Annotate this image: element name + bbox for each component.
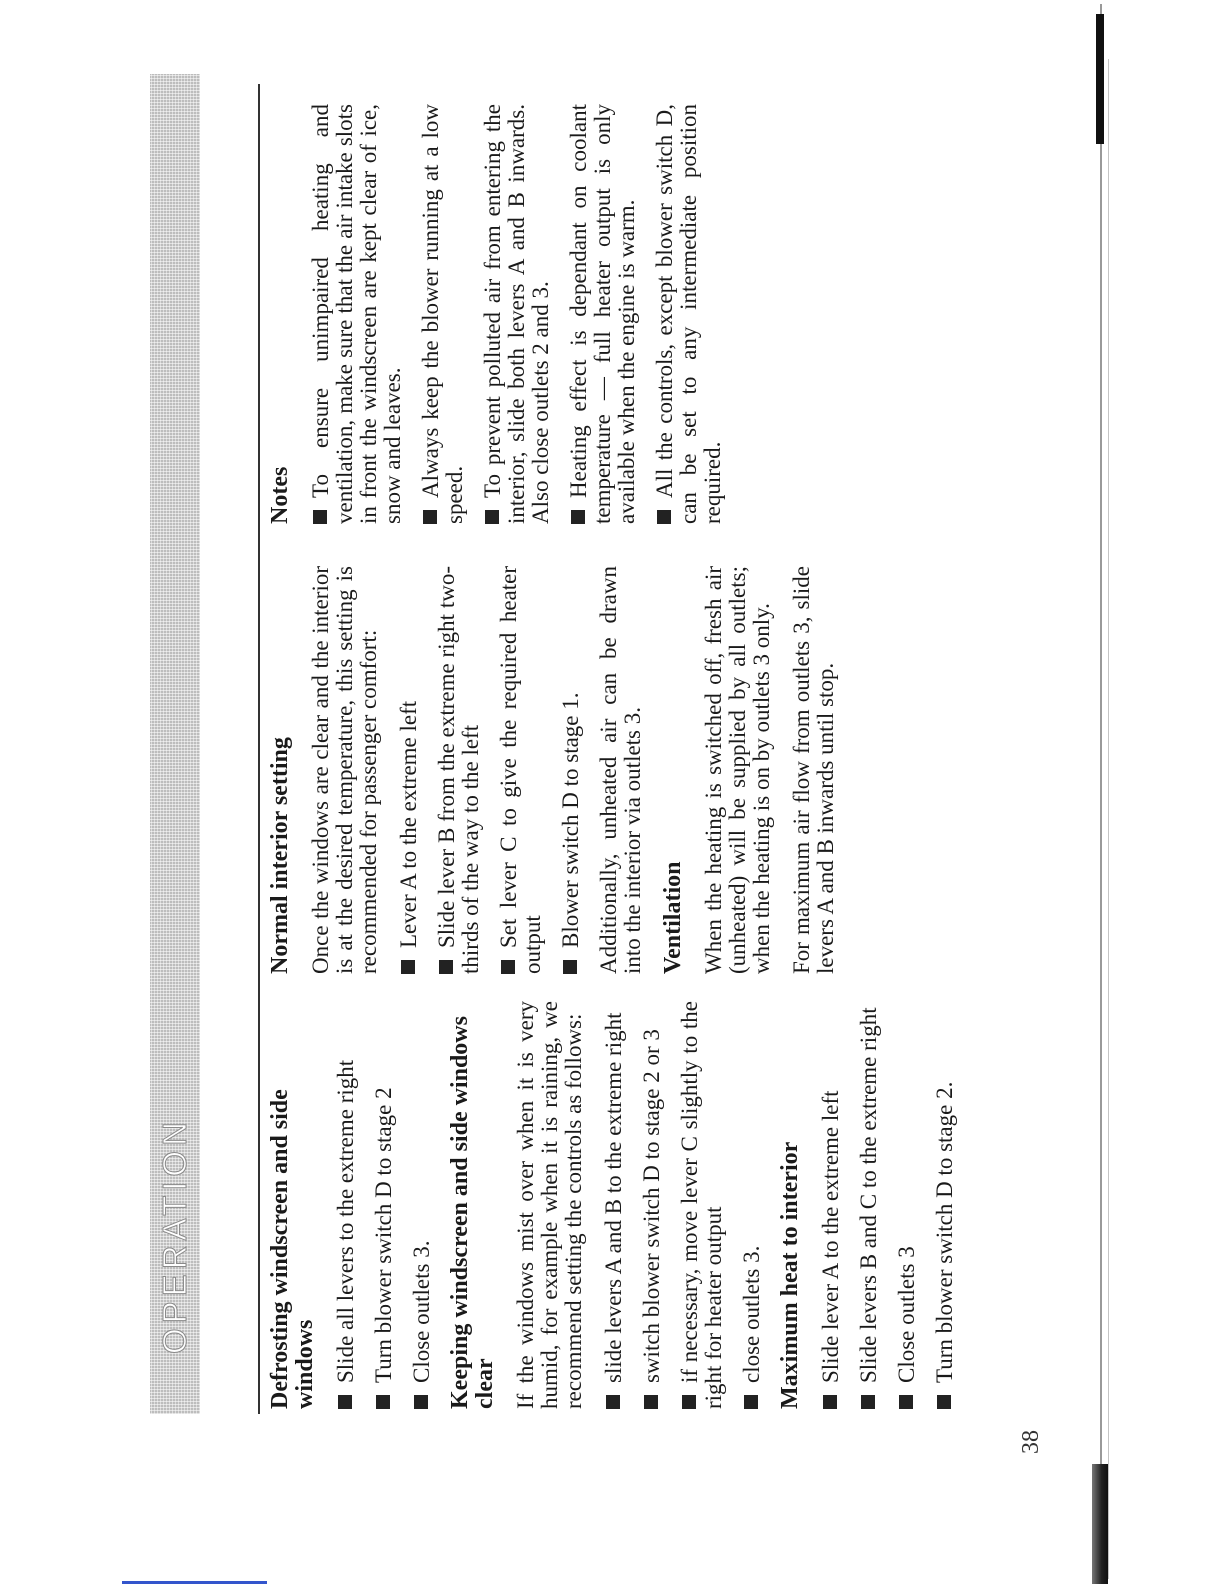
heading-notes: Notes <box>267 466 293 524</box>
square-bullet-icon <box>414 1395 428 1409</box>
square-bullet-icon <box>485 510 499 524</box>
bullet-item: Turn blower switch D to stage 2 <box>372 1001 396 1409</box>
square-bullet-icon <box>657 510 671 524</box>
square-bullet-icon <box>401 960 415 974</box>
paragraph: Additionally, unheated air can be drawn into the interior via outlets 3. <box>596 566 645 974</box>
bullet-item: To prevent polluted air from entering the interior, slide both levers A and B inwards. Also close outlets 2 and 3. <box>480 104 553 524</box>
heading-normal-interior: Normal interior setting <box>267 737 293 974</box>
bullet-item: All the controls, except blower switch D, can be set to any intermediate position required. <box>652 104 725 524</box>
square-bullet-icon <box>423 510 437 524</box>
section-defrosting <box>268 1001 434 1409</box>
heading-maximum-heat: Maximum heat to interior <box>777 1141 803 1409</box>
scan-artifact-line <box>1100 4 1102 1579</box>
paragraph: Once the windows are clear and the interior is at the desired temperature, this setting is recommended for passenger comfort: <box>308 566 381 974</box>
section-maximum-heat <box>778 1001 957 1409</box>
bullet-item: Slide lever A to the extreme left <box>819 1001 843 1409</box>
heading-ventilation: Ventilation <box>660 861 686 974</box>
bullet-item: Heating effect is dependant on coolant temperature — full heater output is only available when the engine is warm. <box>566 104 639 524</box>
square-bullet-icon <box>501 960 515 974</box>
section-ventilation <box>661 566 838 974</box>
heading-defrosting: Defrosting windscreen and side windows <box>267 1089 318 1409</box>
bullet-item: Blower switch D to stage 1. <box>559 566 583 974</box>
bullet-item: if necessary, move lever C slightly to the right for heater output <box>677 1001 726 1409</box>
bullet-item: Slide all levers to the extreme right <box>334 1001 358 1409</box>
bullet-item: Lever A to the extreme left <box>397 566 421 974</box>
square-bullet-icon <box>744 1395 758 1409</box>
column-2 <box>268 566 854 974</box>
bullet-item: Close outlets 3 <box>895 1001 919 1409</box>
square-bullet-icon <box>338 1395 352 1409</box>
square-bullet-icon <box>644 1395 658 1409</box>
square-bullet-icon <box>571 510 585 524</box>
square-bullet-icon <box>899 1395 913 1409</box>
square-bullet-icon <box>563 960 577 974</box>
heading-keeping-clear: Keeping windscreen and side windows clear <box>447 1016 498 1409</box>
bullet-item: Turn blower switch D to stage 2. <box>933 1001 957 1409</box>
scan-artifact-line <box>1108 59 1109 1579</box>
page-top-edge <box>1096 14 1104 144</box>
square-bullet-icon <box>606 1395 620 1409</box>
paragraph: For maximum air flow from outlets 3, slide levers A and B inwards until stop. <box>789 566 838 974</box>
bullet-item: Slide lever B from the extreme right two-thirds of the way to the left <box>434 566 483 974</box>
section-title: OPERATION <box>156 1117 193 1354</box>
paragraph: When the heating is switched off, fresh air (unheated) will be supplied by all outlets; when the heating is on by outlets 3 only. <box>701 566 774 974</box>
square-bullet-icon <box>937 1395 951 1409</box>
square-bullet-icon <box>823 1395 837 1409</box>
column-1 <box>268 1001 971 1409</box>
page-number: 38 <box>1018 1430 1044 1454</box>
bullet-item: Close outlets 3. <box>410 1001 434 1409</box>
square-bullet-icon <box>439 960 453 974</box>
bullet-item: close outlets 3. <box>740 1001 764 1409</box>
square-bullet-icon <box>313 510 327 524</box>
bullet-item: Always keep the blower running at a low speed. <box>418 104 467 524</box>
bullet-item: Slide levers B and C to the extreme right <box>857 1001 881 1409</box>
column-3 <box>268 104 739 524</box>
square-bullet-icon <box>376 1395 390 1409</box>
column-rule <box>258 84 260 1414</box>
bullet-item: slide levers A and B to the extreme right <box>602 1001 626 1409</box>
paragraph: If the windows mist over when it is very humid, for example when it is raining, we recommend setting the controls as follows: <box>513 1001 586 1409</box>
page-binding-edge <box>1092 1464 1108 1584</box>
square-bullet-icon <box>861 1395 875 1409</box>
bullet-item: To ensure unimpaired heating and ventilation, make sure that the air intake slots in front the windscreen are kept clear of ice, snow and leaves. <box>308 104 405 524</box>
square-bullet-icon <box>682 1395 696 1409</box>
section-keeping-clear <box>448 1001 764 1409</box>
bullet-item: switch blower switch D to stage 2 or 3 <box>640 1001 664 1409</box>
bullet-item: Set lever C to give the required heater output <box>496 566 545 974</box>
section-normal-interior <box>268 566 645 974</box>
